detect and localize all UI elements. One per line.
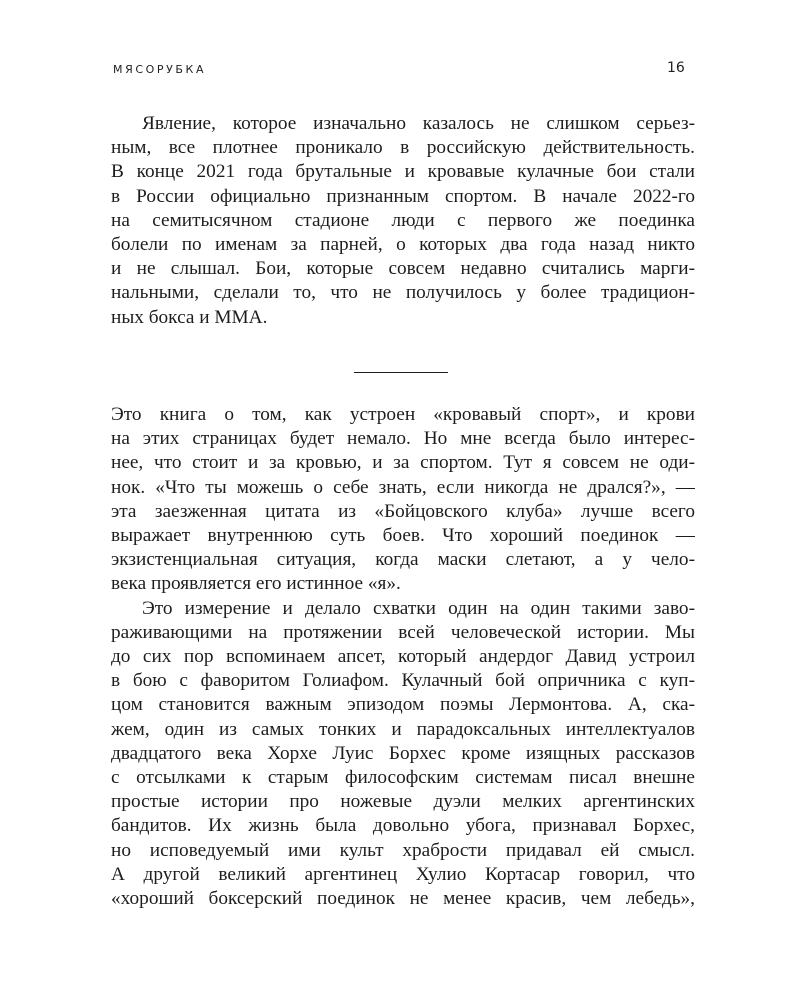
body-text-section xyxy=(111,403,695,911)
text-line: но исповедуемый ими культ храбрости придавал ей смысл. xyxy=(111,839,695,861)
running-head: МЯСОРУБКА xyxy=(113,63,207,76)
text-line: двадцатого века Хорхе Луис Борхес кроме изящных рассказов xyxy=(111,742,695,764)
text-line: века проявляется его истинное «я». xyxy=(111,573,401,595)
text-line: Это книга о том, как устроен «кровавый спорт», и крови xyxy=(111,404,695,425)
text-line: нальными, сделали то, что не получилось у более традицион- xyxy=(111,282,695,304)
paragraph-introduction xyxy=(111,112,695,330)
section-divider xyxy=(354,372,448,373)
text-line: экзистенциальная ситуация, когда маски слетают, а у чело- xyxy=(111,549,695,571)
text-line: на этих страницах будет немало. Но мне всегда было интерес- xyxy=(111,428,695,450)
text-line: Это измерение и делало схватки один на один такими заво- xyxy=(142,597,695,619)
text-line: в бою с фаворитом Голиафом. Кулачный бой опричника с куп- xyxy=(111,670,695,692)
text-line: простые истории про ножевые дуэли мелких аргентинских xyxy=(111,791,695,813)
text-line: и не слышал. Бои, которые совсем недавно считались марги- xyxy=(111,258,695,280)
text-line: нок. «Что ты можешь о себе знать, если никогда не дрался?», — xyxy=(111,476,695,498)
text-line: цом становится важным эпизодом поэмы Лермонтова. А, ска- xyxy=(111,694,695,716)
text-line: на семитысячном стадионе люди с первого же поединка xyxy=(111,209,695,231)
text-line: раживающими на протяжении всей человеческой истории. Мы xyxy=(111,621,695,643)
text-line: с отсылками к старым философским системам писал внешне xyxy=(111,767,695,789)
text-line: ным, все плотнее проникало в российскую действительность. xyxy=(111,137,695,159)
text-line: жем, один из самых тонких и парадоксальных интеллектуалов xyxy=(111,718,695,740)
text-line: выражает внутреннюю суть боев. Что хороший поединок — xyxy=(111,525,695,547)
text-line: болели по именам за парней, о которых два года назад никто xyxy=(111,234,695,256)
text-line: Явление, которое изначально казалось не слишком серьез- xyxy=(142,113,695,134)
text-line: А другой великий аргентинец Хулио Кортасар говорил, что xyxy=(111,863,695,885)
text-line: «хороший боксерский поединок не менее красив, чем лебедь», xyxy=(111,888,695,910)
text-line: ных бокса и ММА. xyxy=(111,306,268,328)
text-line: нее, что стоит и за кровью, и за спортом. Тут я совсем не оди- xyxy=(111,452,695,474)
page-number: 16 xyxy=(667,60,685,76)
text-line: эта заезженная цитата из «Бойцовского клуба» лучше всего xyxy=(111,500,695,522)
text-line: до сих пор вспоминаем апсет, который андердог Давид устроил xyxy=(111,646,695,668)
text-line: бандитов. Их жизнь была довольно убога, признавал Борхес, xyxy=(111,815,695,837)
text-line: в России официально признанным спортом. В начале 2022-го xyxy=(111,185,695,207)
text-line: В конце 2021 года брутальные и кровавые кулачные бои стали xyxy=(111,161,695,183)
